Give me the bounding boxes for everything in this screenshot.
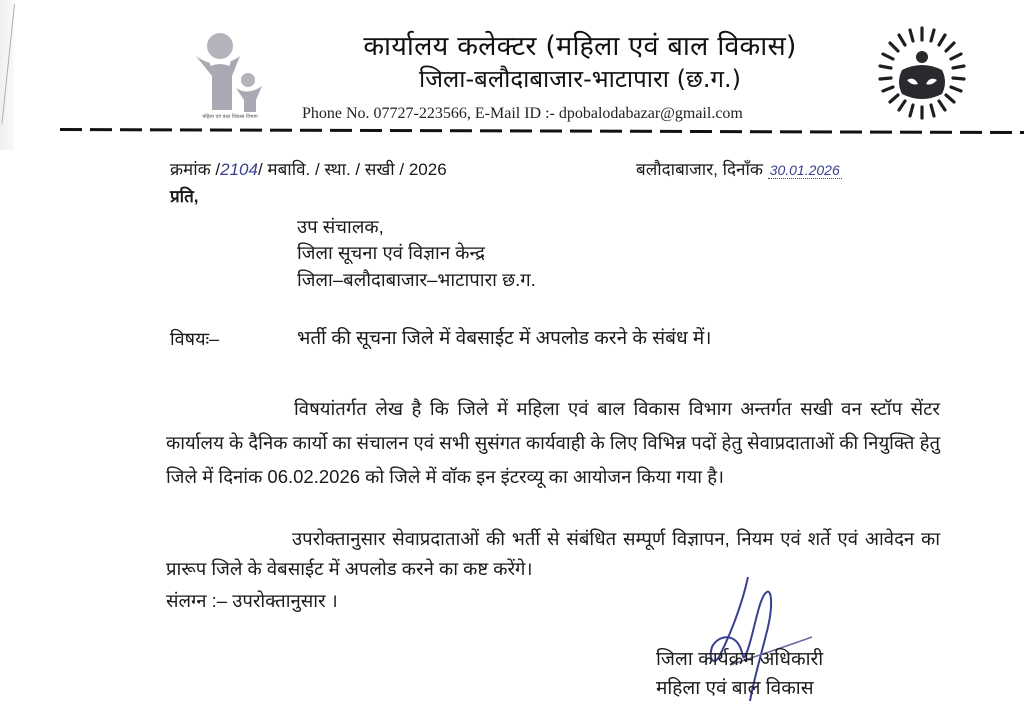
header-divider <box>60 128 1024 134</box>
place-date <box>636 157 842 180</box>
recipient-line: जिला सूचना एवं विज्ञान केन्द्र <box>297 242 485 263</box>
signatory-department: महिला एवं बाल विकास <box>656 678 814 699</box>
date-handwritten: 30.01.2026 <box>769 162 840 178</box>
logo-caption: महिला एवं बाल विकास विभाग <box>202 114 258 120</box>
contact-line: Phone No. 07727-223566, E-Mail ID :- dpobalodabazar@gmail.com <box>302 105 743 122</box>
recipient-line: जिला–बलौदाबाजार–भाटापारा छ.ग. <box>297 269 536 290</box>
reference-prefix: क्रमांक / <box>170 160 221 179</box>
subject-label: विषयः– <box>170 329 220 349</box>
office-title: कार्यालय कलेक्टर (महिला एवं बाल विकास) <box>363 31 797 62</box>
district-title: जिला-बलौदाबाजार-भाटापारा (छ.ग.) <box>419 65 741 93</box>
body-paragraph: उपरोक्तानुसार सेवाप्रदाताओं की भर्ती से संबंधित सम्पूर्ण विज्ञापन, नियम एवं शर्ते एवं आवेदन का प्रारूप जिले के वेबसाईट में अपलोड करने का कष्ट करेंगे। <box>166 528 940 579</box>
to-label: प्रति, <box>170 187 199 206</box>
subject-text: भर्ती की सूचना जिले में वेबसाईट में अपलोड करने के संबंध में। <box>297 328 712 349</box>
sun-emblem-logo-icon <box>872 24 972 124</box>
enclosure-line: संलग्न :– उपरोक्तानुसार । <box>166 590 338 611</box>
reference-number <box>170 157 447 180</box>
reference-suffix: / मबावि. / स्था. / सखी / 2026 <box>257 160 447 179</box>
reference-number-handwritten: 2104 <box>220 160 258 179</box>
signatory-title: जिला कार्यक्रम अधिकारी <box>656 649 824 670</box>
place-label: बलौदाबाजार, दिनाँक <box>636 160 763 179</box>
body-paragraph: विषयांतर्गत लेख है कि जिले में महिला एवं बाल विकास विभाग अन्तर्गत सखी वन स्टॉप सेंटर कार्यालय के दैनिक कार्यो का संचालन एवं सभी सुसंगत कार्यवाही के लिए विभिन्न पदों हेतु सेवाप्रदाताओं की नियुक्ति हेतु जिले में दिनांक 06.02.2026 को जिले में वॉक इन इंटरव्यू का आयोजन किया गया है। <box>166 398 940 487</box>
recipient-line: उप संचालक, <box>297 216 384 237</box>
mother-child-logo-icon <box>188 30 272 122</box>
